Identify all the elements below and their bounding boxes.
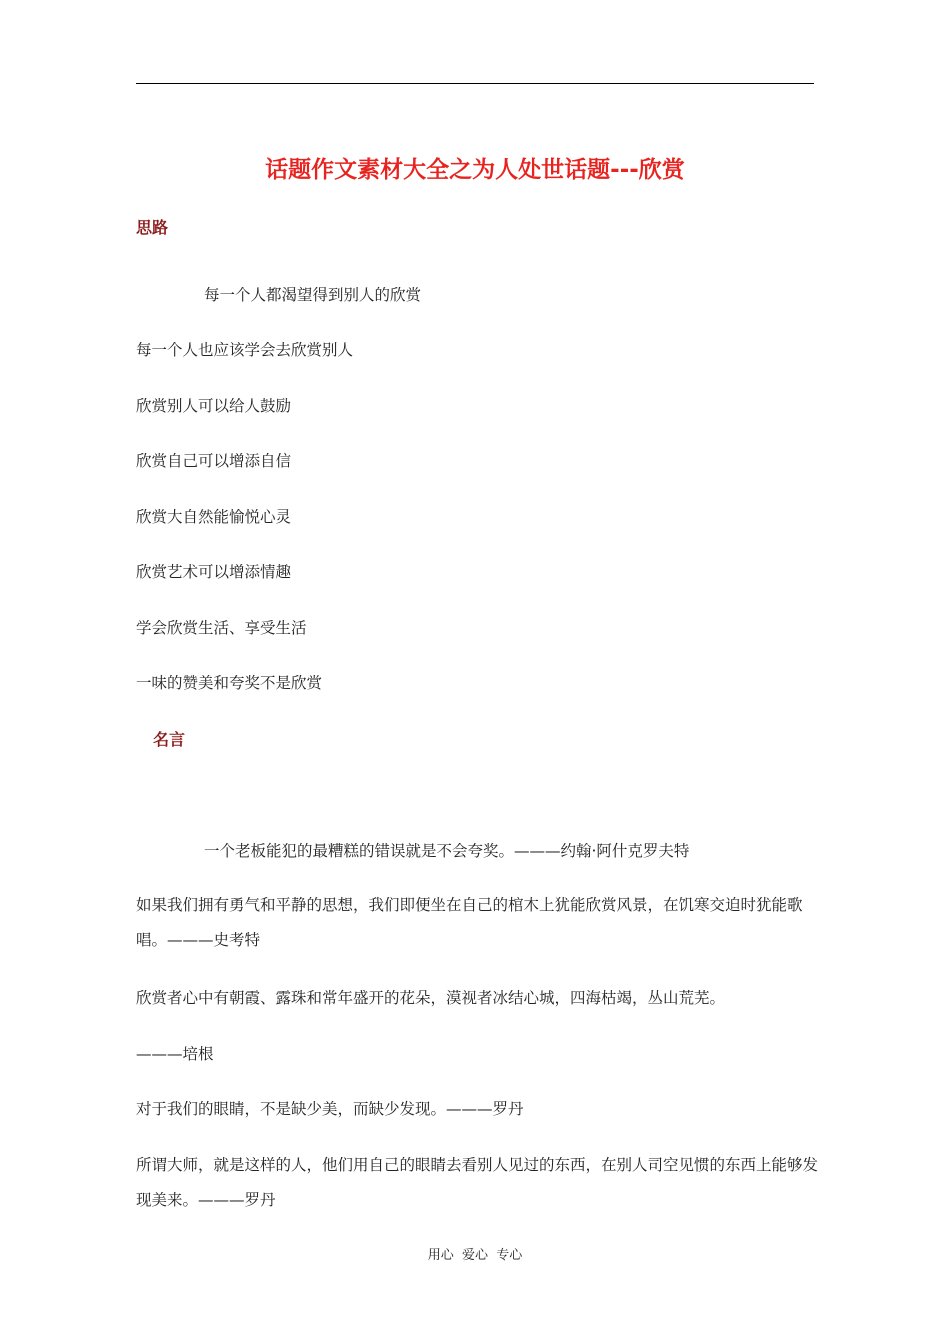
idea-line: 学会欣赏生活、享受生活	[136, 619, 307, 637]
header-rule	[136, 83, 814, 84]
section-heading-ideas: 思路	[136, 218, 169, 237]
idea-line: 欣赏自己可以增添自信	[136, 452, 292, 470]
idea-line: 每一个人也应该学会去欣赏别人	[136, 341, 354, 359]
idea-line: 欣赏大自然能愉悦心灵	[136, 508, 292, 526]
idea-line: 每一个人都渴望得到别人的欣赏	[204, 286, 422, 304]
idea-line: 欣赏别人可以给人鼓励	[136, 397, 292, 415]
page-footer: 用心 爱心 专心	[427, 1248, 523, 1263]
quote-line: 一个老板能犯的最糟糕的错误就是不会夸奖。———约翰·阿什克罗夫特	[204, 842, 690, 860]
quote-paragraph: 如果我们拥有勇气和平静的思想，我们即便坐在自己的棺木上犹能欣赏风景，在饥寒交迫时犹能歌唱。———史考特	[136, 896, 803, 949]
quote-line: 欣赏者心中有朝霞、露珠和常年盛开的花朵，漠视者冰结心城，四海枯竭，丛山荒芜。	[136, 989, 726, 1007]
quote-paragraph: 所谓大师，就是这样的人，他们用自己的眼睛去看别人见过的东西，在别人司空见惯的东西上能够发现美来。———罗丹	[136, 1156, 819, 1209]
idea-line: 欣赏艺术可以增添情趣	[136, 563, 292, 581]
quote-attribution: ———培根	[136, 1045, 214, 1063]
document-title: 话题作文素材大全之为人处世话题---欣赏	[265, 157, 685, 183]
idea-line: 一味的赞美和夸奖不是欣赏	[136, 674, 323, 692]
quote-line: 对于我们的眼睛，不是缺少美，而缺少发现。———罗丹	[136, 1100, 524, 1118]
section-heading-quotes: 名言	[153, 730, 186, 749]
